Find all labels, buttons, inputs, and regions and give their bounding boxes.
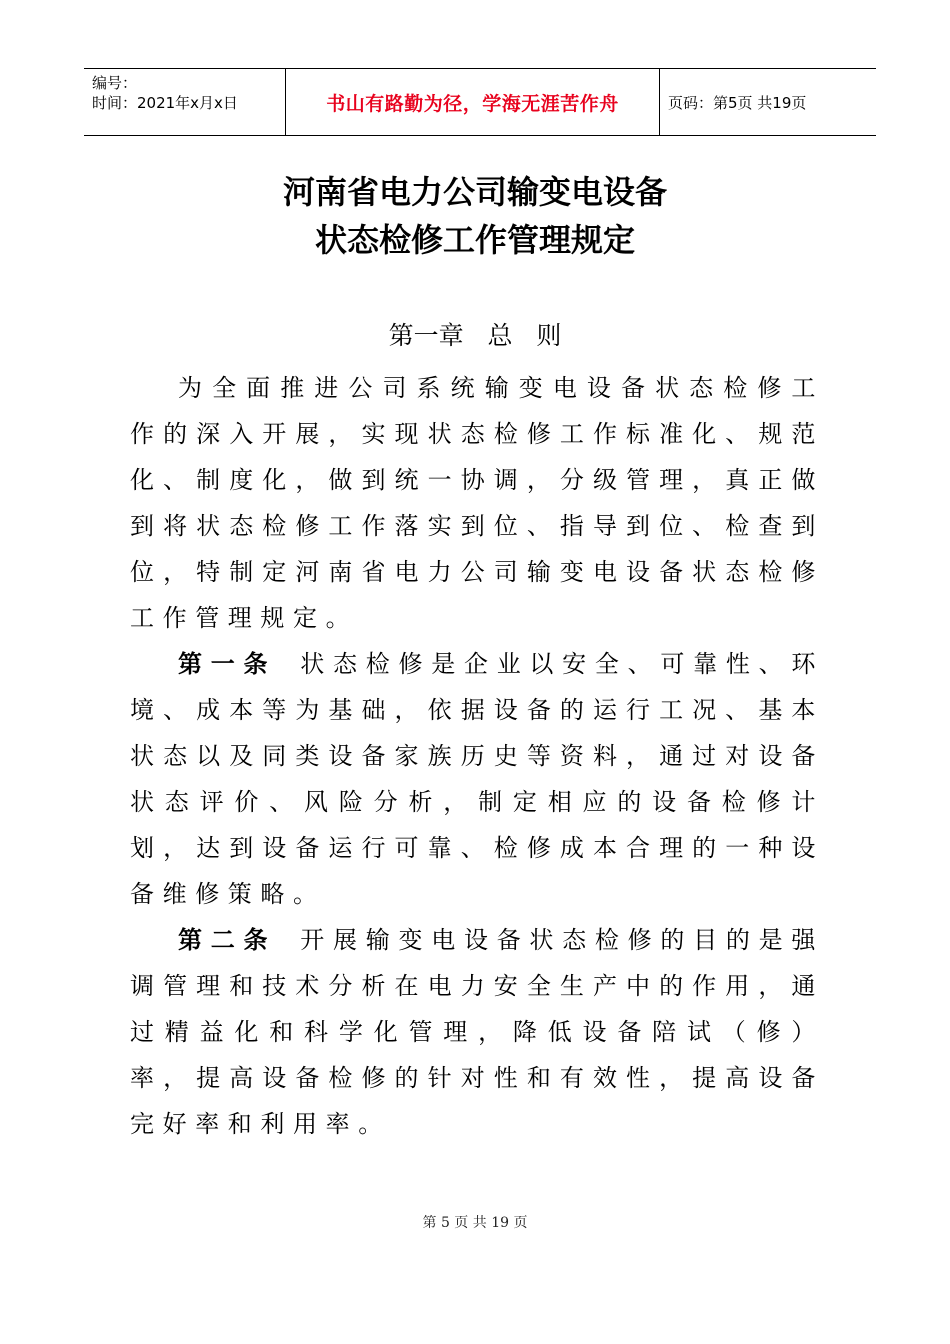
document-title — [0, 168, 950, 264]
article-label: 第二条 — [178, 926, 277, 954]
title-line-2: 状态检修工作管理规定 — [314, 221, 635, 259]
header-meta-cell — [84, 69, 286, 135]
article-text: 状态检修是企业以安全、可靠性、环境、成本等为基础，依据设备的运行工况、基本状态以及同类设备家族历史等资料，通过对设备状态评价、风险分析，制定相应的设备检修计划，达到设备运行可靠、检修成本合理的一种设备维修策略。 — [130, 650, 824, 908]
article-label: 第一条 — [178, 650, 277, 678]
page-footer: 第 5 页 共 19 页 — [422, 1215, 528, 1231]
title-line-1: 河南省电力公司输变电设备 — [282, 173, 667, 211]
article-text: 开展输变电设备状态检修的目的是强调管理和技术分析在电力安全生产中的作用，通过精益化和科学化管理，降低设备陪试（修）率，提高设备检修的针对性和有效性，提高设备完好率和利用率。 — [130, 926, 824, 1138]
number-label: 编号： — [92, 74, 138, 92]
header-motto-cell — [286, 69, 660, 135]
article-paragraph — [130, 641, 824, 917]
page-header — [84, 68, 876, 136]
article-paragraph — [130, 917, 824, 1147]
chapter-heading: 第一章 总 则 — [388, 321, 562, 350]
document-body — [130, 365, 824, 1147]
motto-text: 书山有路勤为径，学海无涯苦作舟 — [326, 92, 619, 115]
time-label: 时间：2021年x月x日 — [92, 94, 238, 112]
intro-paragraph: 为全面推进公司系统输变电设备状态检修工作的深入开展，实现状态检修工作标准化、规范化、制度化，做到统一协调，分级管理，真正做到将状态检修工作落实到位、指导到位、检查到位，特制定河南省电力公司输变电设备状态检修工作管理规定。 — [130, 374, 824, 632]
header-page-cell — [660, 69, 876, 135]
header-page-info: 页码：第5页 共19页 — [668, 93, 807, 112]
